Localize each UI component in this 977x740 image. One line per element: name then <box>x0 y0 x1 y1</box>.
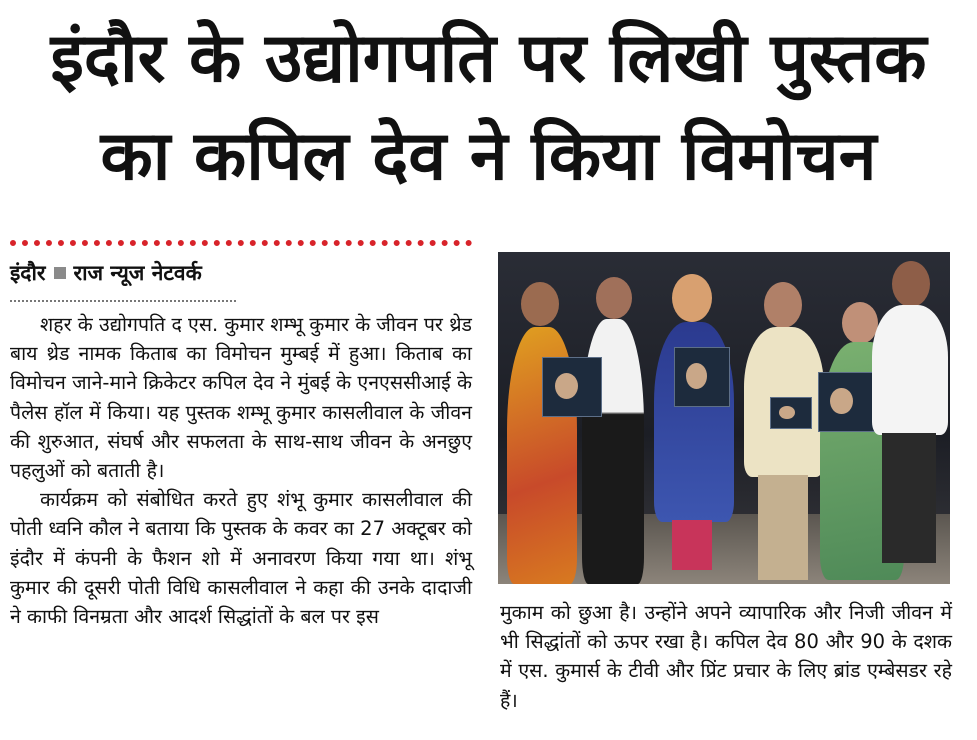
article-left-column <box>10 310 472 631</box>
byline-agency: राज न्यूज नेटवर्क <box>73 261 202 285</box>
photo-person-6 <box>868 257 950 584</box>
article-right-column <box>500 598 952 715</box>
byline-place: इंदौर <box>10 261 46 285</box>
event-photo <box>498 252 950 584</box>
photo-book-3 <box>770 397 812 429</box>
headline-line-2: का कपिल देव ने किया विमोचन <box>100 117 877 196</box>
square-bullet-icon <box>54 267 66 279</box>
article-paragraph-2: कार्यक्रम को संबोधित करते हुए शंभू कुमार कासलीवाल की पोती ध्वनि कौल ने बताया कि पुस्तक के कवर का 27 अक्टूबर को इंदौर में कंपनी के फैशन शो में अनावरण किया गया था। शंभू कुमार की दूसरी पोती विधि कासलीवाल ने कहा की उनके दादाजी ने काफी विनम्रता और आदर्श सिद्धांतों के बल पर इस <box>10 488 472 629</box>
photo-book-2 <box>674 347 730 407</box>
article-paragraph-1: शहर के उद्योगपति द एस. कुमार शम्भू कुमार के जीवन पर थ्रेड बाय थ्रेड नामक किताब का विमोचन मुम्बई में हुआ। किताब का विमोचन जाने-माने क्रिकेटर कपिल देव ने मुंबई के एनएससीआई के पैलेस हॉल में किया। यह पुस्तक शम्भू कुमार कासलीवाल के जीवन की शुरुआत, संघर्ष और सफलता के साथ-साथ जीवन के अनछुए पहलुओं को बताती है। <box>10 313 472 483</box>
byline <box>10 258 480 288</box>
red-dotted-divider <box>10 240 472 246</box>
byline-dotted-divider <box>10 300 236 302</box>
photo-person-1 <box>503 272 583 584</box>
headline <box>0 10 977 206</box>
photo-person-3 <box>648 262 738 584</box>
headline-line-1: इंदौर के उद्योगपति पर लिखी पुस्तक <box>50 19 927 98</box>
photo-person-4 <box>738 277 828 584</box>
photo-book-1 <box>542 357 602 417</box>
article-paragraph-3: मुकाम को छुआ है। उन्होंने अपने व्यापारिक और निजी जीवन में भी सिद्धांतों को ऊपर रखा है। कपिल देव 80 और 90 के दशक में एस. कुमार्स के टीवी और प्रिंट प्रचार के लिए ब्रांड एम्बेसडर रहे हैं। <box>500 601 952 712</box>
photo-person-2 <box>578 267 648 584</box>
